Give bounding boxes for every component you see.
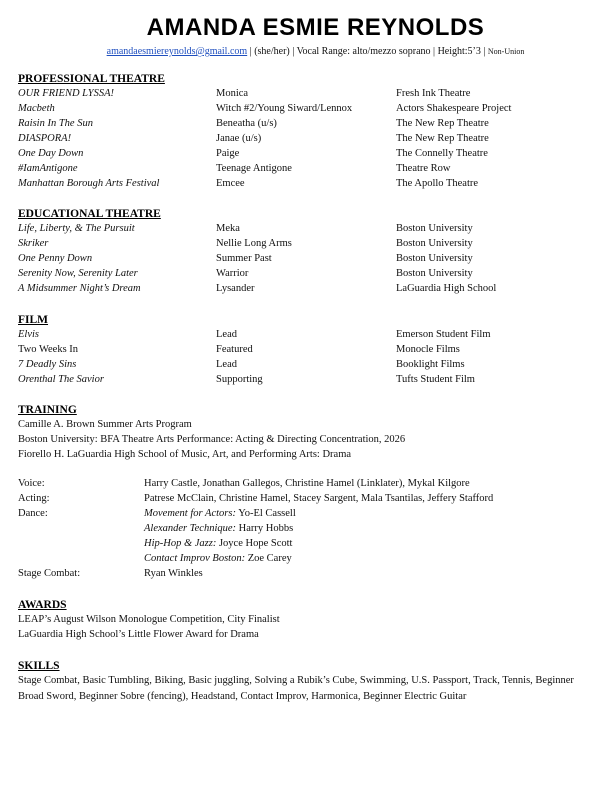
credit-role: Monica xyxy=(216,88,249,99)
credit-role: Summer Past xyxy=(216,253,272,264)
section-title: FILM xyxy=(18,314,49,326)
award-item: LaGuardia High School’s Little Flower Award for Drama xyxy=(18,629,259,640)
credit-venue: The New Rep Theatre xyxy=(396,133,489,144)
credit-row xyxy=(18,342,598,357)
credit-row xyxy=(18,161,598,176)
credit-venue: The New Rep Theatre xyxy=(396,118,489,129)
credit-show: Raisin In The Sun xyxy=(18,118,93,129)
credit-role: Meka xyxy=(216,223,240,234)
credit-row xyxy=(18,221,598,236)
dance-style: Alexander Technique: xyxy=(144,523,237,534)
credit-row xyxy=(18,86,598,101)
credit-show: A Midsummer Night’s Dream xyxy=(18,283,141,294)
training-value xyxy=(144,551,292,566)
credit-role: Witch #2/Young Siward/Lennox xyxy=(216,103,353,114)
skills-section xyxy=(18,659,598,704)
credit-row xyxy=(18,101,598,116)
credit-role: Lead xyxy=(216,329,237,340)
training-dance xyxy=(18,506,598,521)
training-acting xyxy=(18,491,598,506)
training-combat xyxy=(18,566,598,581)
credit-row xyxy=(18,131,598,146)
dance-teacher: Joyce Hope Scott xyxy=(216,538,293,549)
section-title: AWARDS xyxy=(18,599,67,611)
credit-show: Elvis xyxy=(18,329,39,340)
professional-theatre-section xyxy=(18,72,598,191)
dance-style: Hip-Hop & Jazz: xyxy=(144,538,217,549)
training-label: Stage Combat: xyxy=(18,568,81,579)
training-value: Patrese McClain, Christine Hamel, Stacey Sargent, Mala Tsantilas, Jeffery Stafford xyxy=(144,493,494,504)
credit-row xyxy=(18,176,598,191)
training-dance xyxy=(18,551,598,566)
credit-show: OUR FRIEND LYSSA! xyxy=(18,88,115,99)
section-title: SKILLS xyxy=(18,660,60,672)
dance-teacher: Harry Hobbs xyxy=(236,523,294,534)
credit-show: One Penny Down xyxy=(18,253,93,264)
training-label: Voice: xyxy=(18,478,45,489)
film-section xyxy=(18,313,598,387)
credit-row xyxy=(18,236,598,251)
credit-role: Lead xyxy=(216,359,237,370)
separator: | xyxy=(483,46,486,57)
credit-show: Macbeth xyxy=(18,103,55,114)
credit-venue: Boston University xyxy=(396,223,473,234)
contact-line xyxy=(18,46,612,57)
training-label: Acting: xyxy=(18,493,50,504)
credit-show: One Day Down xyxy=(18,148,84,159)
training-program: Fiorello H. LaGuardia High School of Music, Art, and Performing Arts: Drama xyxy=(18,449,352,460)
training-value: Harry Castle, Jonathan Gallegos, Christine Hamel (Linklater), Mykal Kilgore xyxy=(144,478,470,489)
credit-row xyxy=(18,266,598,281)
credit-venue: Boston University xyxy=(396,238,473,249)
credit-show: Manhattan Borough Arts Festival xyxy=(18,178,160,189)
credit-venue: Booklight Films xyxy=(396,359,465,370)
training-voice xyxy=(18,476,598,491)
credit-row xyxy=(18,357,598,372)
section-title: PROFESSIONAL THEATRE xyxy=(18,73,165,85)
section-title: EDUCATIONAL THEATRE xyxy=(18,208,161,220)
credit-role: Featured xyxy=(216,344,253,355)
credit-role: Paige xyxy=(216,148,240,159)
dance-style: Movement for Actors: xyxy=(144,508,236,519)
credit-row xyxy=(18,372,598,387)
credit-show: 7 Deadly Sins xyxy=(18,359,77,370)
credit-venue: Theatre Row xyxy=(396,163,451,174)
credit-venue: Boston University xyxy=(396,268,473,279)
training-value: Ryan Winkles xyxy=(144,568,203,579)
resume-name: AMANDA ESMIE REYNOLDS xyxy=(146,14,485,41)
credit-venue: The Connelly Theatre xyxy=(396,148,488,159)
credit-row xyxy=(18,281,598,296)
training-label: Dance: xyxy=(18,508,48,519)
section-title: TRAINING xyxy=(18,404,77,416)
credit-row xyxy=(18,146,598,161)
separator: | xyxy=(249,46,252,57)
training-value xyxy=(144,536,292,551)
credit-show: Serenity Now, Serenity Later xyxy=(18,268,138,279)
awards-section xyxy=(18,598,598,642)
credit-role: Janae (u/s) xyxy=(216,133,262,144)
dance-teacher: Yo-El Cassell xyxy=(235,508,296,519)
credit-venue: Actors Shakespeare Project xyxy=(396,103,512,114)
training-value xyxy=(144,506,296,521)
credit-show: DIASPORA! xyxy=(18,133,72,144)
credit-row xyxy=(18,251,598,266)
credit-venue: Tufts Student Film xyxy=(396,374,475,385)
credit-row xyxy=(18,327,598,342)
training-section xyxy=(18,403,598,581)
email-link[interactable]: amandaesmiereynolds@gmail.com xyxy=(106,46,248,57)
credit-show: #IamAntigone xyxy=(18,163,78,174)
dance-teacher: Zoe Carey xyxy=(245,553,292,564)
credit-role: Supporting xyxy=(216,374,263,385)
credit-venue: LaGuardia High School xyxy=(396,283,497,294)
award-item: LEAP’s August Wilson Monologue Competition, City Finalist xyxy=(18,614,280,625)
credit-show: Orenthal The Savior xyxy=(18,374,104,385)
credit-venue: Boston University xyxy=(396,253,473,264)
separator: | xyxy=(292,46,295,57)
credit-venue: Fresh Ink Theatre xyxy=(396,88,471,99)
pronouns: (she/her) xyxy=(254,46,290,57)
credit-role: Nellie Long Arms xyxy=(216,238,292,249)
training-dance xyxy=(18,521,598,536)
credit-row xyxy=(18,116,598,131)
credit-role: Lysander xyxy=(216,283,255,294)
credit-show: Life, Liberty, & The Pursuit xyxy=(18,223,135,234)
credit-role: Emcee xyxy=(216,178,245,189)
credit-venue: Emerson Student Film xyxy=(396,329,491,340)
credit-show: Skriker xyxy=(18,238,49,249)
training-program: Boston University: BFA Theatre Arts Performance: Acting & Directing Concentration, 2026 xyxy=(18,434,406,445)
credit-show: Two Weeks In xyxy=(18,344,79,355)
dance-style: Contact Improv Boston: xyxy=(144,553,246,564)
credit-venue: Monocle Films xyxy=(396,344,460,355)
training-program: Camille A. Brown Summer Arts Program xyxy=(18,419,192,430)
credit-role: Teenage Antigone xyxy=(216,163,292,174)
separator: | xyxy=(433,46,436,57)
training-dance xyxy=(18,536,598,551)
educational-theatre-section xyxy=(18,207,598,296)
skills-text: Stage Combat, Basic Tumbling, Biking, Basic juggling, Solving a Rubik’s Cube, Swimming, U.S. Passport, Track, Tennis, Beginner Broad Sword, Beginner Sobre (fencing), Headstand, Contact Improv, Harmonica, Beginner Electric Guitar xyxy=(18,675,574,702)
vocal-range: Vocal Range: alto/mezzo soprano xyxy=(296,46,431,57)
union-status: Non-Union xyxy=(487,47,525,56)
credit-venue: The Apollo Theatre xyxy=(396,178,479,189)
credit-role: Warrior xyxy=(216,268,249,279)
height: Height:5’3 xyxy=(437,46,481,57)
credit-role: Beneatha (u/s) xyxy=(216,118,277,129)
training-value xyxy=(144,521,293,536)
